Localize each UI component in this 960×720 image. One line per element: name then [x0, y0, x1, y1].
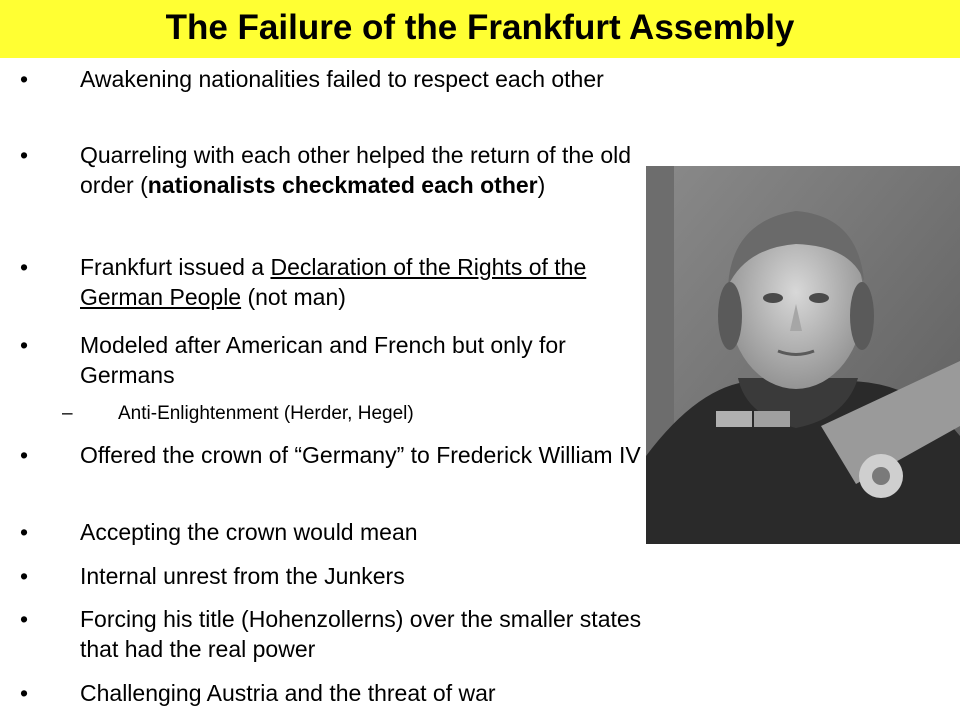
bullet-text — [80, 252, 650, 312]
sub-bullet-text: Anti-Enlightenment (Herder, Hegel) — [118, 403, 414, 424]
bullet-text: Accepting the crown would mean — [80, 519, 418, 545]
bullet-marker: • — [20, 519, 29, 545]
text-run: (not man) — [241, 284, 346, 310]
bullet-marker: • — [20, 606, 29, 632]
underlined-text: Declaration of the Rights of the German People — [80, 254, 587, 310]
bullet-text: Awakening nationalities failed to respect each other — [80, 66, 604, 92]
bullet-marker: • — [20, 332, 29, 358]
bullet-text: Internal unrest from the Junkers — [80, 563, 405, 589]
portrait-photo — [646, 166, 960, 544]
bullet-marker: • — [20, 142, 29, 168]
slide-title: The Failure of the Frankfurt Assembly — [165, 8, 795, 47]
text-run: Frankfurt issued a — [80, 254, 271, 280]
bullet-marker: • — [20, 66, 29, 92]
bold-text: nationalists checkmated each other — [147, 172, 538, 198]
bullet-text: Offered the crown of “Germany” to Frederick William IV — [80, 442, 641, 468]
dash-marker: – — [62, 403, 73, 424]
bullet-text: Modeled after American and French but only for Germans — [80, 332, 566, 388]
bullet-text — [80, 140, 650, 200]
bullet-marker: • — [20, 563, 29, 589]
text-run: ) — [537, 172, 546, 198]
bullet-marker: • — [20, 254, 29, 280]
bullet-marker: • — [20, 442, 29, 468]
text-run: Quarreling with each other helped the return of the old order ( — [80, 142, 632, 198]
bullet-marker: • — [20, 680, 29, 706]
bullet-text: Forcing his title (Hohenzollerns) over the smaller states that had the real power — [80, 606, 642, 662]
bullet-text: Challenging Austria and the threat of war — [80, 680, 496, 706]
portrait-illustration — [646, 166, 960, 544]
